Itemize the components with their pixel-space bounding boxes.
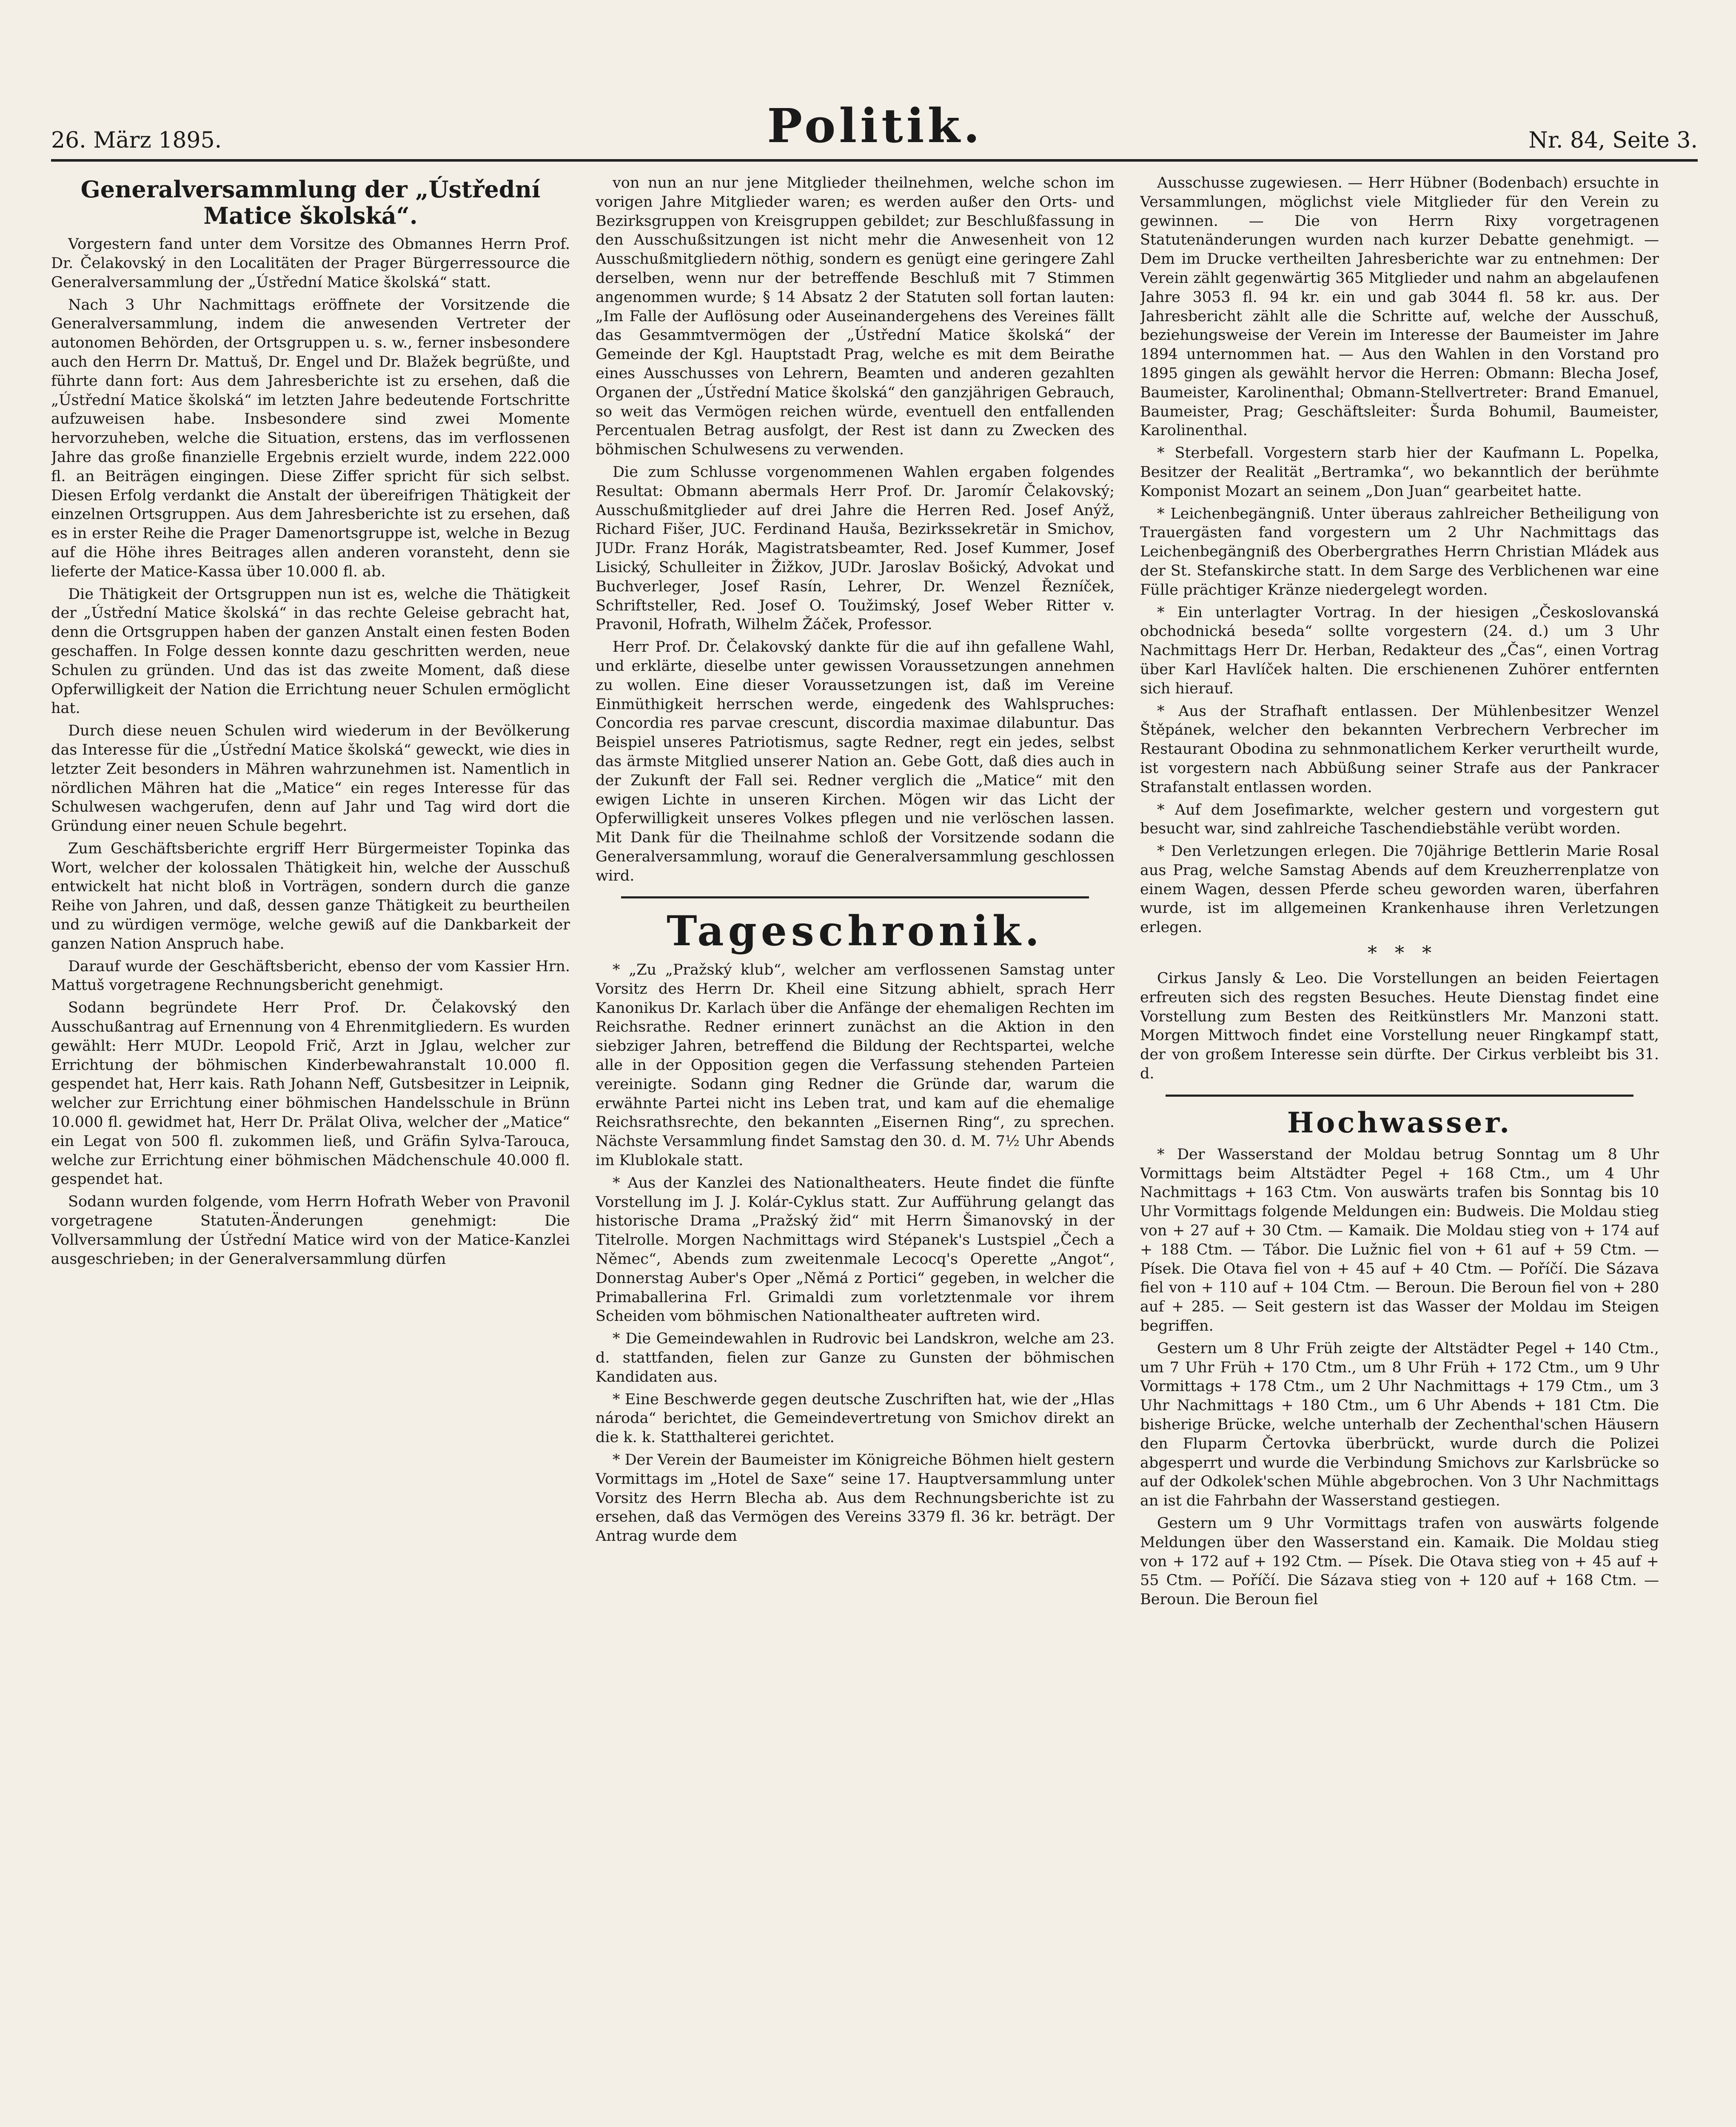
flood-report: Gestern um 8 Uhr Früh zeigte der Altstädter Pegel + 140 Ctm., um 7 Uhr Früh + 170 Ctm., um 8 Uhr Früh + 172 Ctm., um 9 Uhr Vormittags + 178 Ctm., um 2 Uhr Nachmittags + 179 Ctm., um 3 Uhr Nachmittags + 180 Ctm., um 6 Uhr Abends + 181 Ctm. Die bisherige Brücke, welche unterhalb der Zechenthal'schen Häusern den Fluparm Čertovka überbrückt, wurde durch die Polizei abgesperrt und wurde die Verbindung Smichovs zur Karlsbrücke so auf der Odkolek'schen Mühle abgebrochen. Von 3 Uhr Nachmittags an ist die Fahrbahn der Wasserstand gestiegen. [1140, 1340, 1659, 1510]
column-2 [596, 174, 1115, 2127]
news-item: * Eine Beschwerde gegen deutsche Zuschriften hat, wie der „Hlas národa“ berichtet, die Gemeindevertretung von Smichov direkt an die k. k. Statthalterei gerichtet. [596, 1391, 1115, 1446]
news-item: * Den Verletzungen erlegen. Die 70jährige Bettlerin Marie Rosal aus Prag, welche Samstag Abends auf dem Kreuzherrenplatze von einem Wagen, dessen Pferde scheu geworden waren, überfahren wurde, ist im allgemeinen Krankenhause ihren Verletzungen erlegen. [1140, 843, 1659, 936]
article-paragraph: Durch diese neuen Schulen wird wiederum in der Bevölkerung das Interesse für die „Ústřední Matice školská“ geweckt, wie dies in letzter Zeit besonders in Mähren wahrzunehmen ist. Namentlich in nördlichen Mähren hat die „Matice“ ein reges Interesse für das Schulwesen wachgerufen, denn auf Jahr und Tag wird dort die Gründung einer neuen Schule begehrt. [51, 722, 570, 835]
news-item: Ausschusse zugewiesen. — Herr Hübner (Bodenbach) ersuchte in Versammlungen, möglichst viele Mitglieder für den Verein zu gewinnen. — Die von Herrn Rixy vorgetragenen Statutenänderungen wurden nach kurzer Debatte genehmigt. — Dem im Drucke vertheilten Jahresberichte war zu entnehmen: Der Verein zählt gegenwärtig 365 Mitglieder und nahm an abgelaufenen Jahre 3053 fl. 94 kr. ein und gab 3044 fl. 58 kr. aus. Der Jahresbericht zählt alle die Schritte auf, welche der Ausschuß, beziehungsweise der Verein im Interesse der Baumeister im Jahre 1894 unternommen hat. — Aus den Wahlen in den Vorstand pro 1895 gingen als gewählt hervor die Herren: Obmann: Blecha Josef, Baumeister, Karolinenthal; Obmann-Stellvertreter: Brand Emanuel, Baumeister, Prag; Geschäftsleiter: Šurda Bohumil, Baumeister, Karolinenthal. [1140, 174, 1659, 439]
news-item: * Ein unterlagter Vortrag. In der hiesigen „Českoslovanská obchodnická beseda“ sollte vorgestern (24. d.) um 3 Uhr Nachmittags Herr Dr. Herban, Redakteur des „Čas“, einen Vortrag über Karl Havlíček halten. Die erschienenen Zuhörer entfernten sich hierauf. [1140, 604, 1659, 697]
columns [51, 174, 1698, 2127]
article-paragraph: Die zum Schlusse vorgenommenen Wahlen ergaben folgendes Resultat: Obmann abermals Herr Prof. Dr. Jaromír Čelakovský; Ausschußmitglieder auf drei Jahre die Herren Red. Josef Anýž, Richard Fišer, JUC. Ferdinand Hauša, Bezirkssekretär in Smichov, JUDr. Franz Horák, Magistratsbeamter, Red. Josef Kummer, Josef Lisický, Schulleiter in Žižkov, JUDr. Jaroslav Bošický, Advokat und Buchverleger, Josef Rasín, Lehrer, Dr. Wenzel Řezníček, Schriftsteller, Red. Josef O. Toužimský, Josef Weber Ritter v. Pravonil, Hofrath, Wilhelm Žáček, Professor. [596, 463, 1115, 633]
news-item: * Aus der Strafhaft entlassen. Der Mühlenbesitzer Wenzel Štěpánek, welcher den bekannten Verbrechern Verbrecher im Restaurant Obodina zu sehnmonatlichem Kerker verurtheilt wurde, ist vorgestern nach Abbüßung seiner Strafe aus der Pankracer Strafanstalt entlassen worden. [1140, 702, 1659, 796]
masthead [51, 98, 1698, 162]
news-item: * „Zu „Pražský klub“, welcher am verflossenen Samstag unter Vorsitz des Herrn Dr. Kheil eine Sitzung abhielt, sprach Herr Kanonikus Dr. Karlach über die Anfänge der ehemaligen Rechten im Reichsrathe. Redner erinnert zunächst an die Aktion in den siebziger Jahren, betreffend die Bildung der Rechtspartei, welche alle in der Opposition gegen die Verfassung stehenden Parteien vereinigte. Sodann ging Redner die Gründe dar, warum die erwähnte Partei nicht ins Leben trat, und kam auf die ehemalige Reichsrathsrechte, den bekannten „Eisernen Ring“, zu sprechen. Nächste Versammlung findet Samstag den 30. d. M. 7½ Uhr Abends im Klublokale statt. [596, 961, 1115, 1169]
news-item: * Die Gemeindewahlen in Rudrovic bei Landskron, welche am 23. d. stattfanden, fielen zur Ganze zu Gunsten der böhmischen Kandidaten aus. [596, 1330, 1115, 1386]
flood-report: * Der Wasserstand der Moldau betrug Sonntag um 8 Uhr Vormittags beim Altstädter Pegel + 168 Ctm., um 4 Uhr Nachmittags + 163 Ctm. Von auswärts trafen bis Sonntag bis 10 Uhr Vormittags folgende Meldungen ein: Budweis. Die Moldau stieg von + 27 auf + 30 Ctm. — Kamaik. Die Moldau stieg von + 174 auf + 188 Ctm. — Tábor. Die Lužnic fiel von + 61 auf + 59 Ctm. — Písek. Die Otava fiel von + 45 auf + 40 Ctm. — Poříčí. Die Sázava fiel von + 110 auf + 104 Ctm. — Beroun. Die Beroun fiel von + 280 auf + 285. — Seit gestern ist das Wasser der Moldau im Steigen begriffen. [1140, 1146, 1659, 1335]
flood-report: Gestern um 9 Uhr Vormittags trafen von auswärts folgende Meldungen über den Wasserstand ein. Kamaik. Die Moldau stieg von + 172 auf + 192 Ctm. — Písek. Die Otava stieg von + 45 auf + 55 Ctm. — Poříčí. Die Sázava stieg von + 120 auf + 168 Ctm. — Beroun. Die Beroun fiel [1140, 1515, 1659, 1608]
article-paragraph: Sodann begründete Herr Prof. Dr. Čelakovský den Ausschußantrag auf Ernennung von 4 Ehrenmitgliedern. Es wurden gewählt: Herr MUDr. Leopold Frič, Arzt in Jglau, welcher zur Errichtung der böhmischen Kinderbewahranstalt 10.000 fl. gespendet hat, Herr kais. Rath Johann Neff, Gutsbesitzer in Leipnik, welcher zur Errichtung einer böhmischen Handelsschule in Brünn 10.000 fl. gewidmet hat, Herr Dr. Prälat Oliva, welcher der „Matice“ ein Legat von 500 fl. zukommen ließ, und Gräfin Sylva-Tarouca, welche zur Errichtung einer böhmischen Mädchenschule 40.000 fl. gespendet hat. [51, 999, 570, 1188]
section-divider [1166, 1095, 1633, 1097]
section-title: Politik. [767, 98, 983, 153]
issue-number: Nr. 84, Seite 3. [1528, 128, 1698, 153]
news-item: * Leichenbegängniß. Unter überaus zahlreicher Betheiligung von Trauergästen fand vorgestern um 2 Uhr Nachmittags das Leichenbegängniß des Oberbergrathes Herrn Christian Mládek aus der St. Stefanskirche statt. In dem Sarge des Verblichenen war eine Fülle prächtiger Kränze niedergelegt worden. [1140, 505, 1659, 599]
article-paragraph: Sodann wurden folgende, vom Herrn Hofrath Weber von Pravonil vorgetragene Statuten-Änderungen genehmigt: Die Vollversammlung der Ústřední Matice wird von der Matice-Kanzlei ausgeschrieben; in der Generalversammlung dürfen [51, 1193, 570, 1268]
column-1 [51, 174, 570, 2127]
section-heading-tageschronik: Tageschronik. [667, 907, 1043, 955]
news-item: * Auf dem Josefimarkte, welcher gestern und vorgestern gut besucht war, sind zahlreiche Taschendiebstähle verübt worden. [1140, 801, 1659, 838]
asterism-divider: * * * [1368, 942, 1431, 964]
article-paragraph: Die Thätigkeit der Ortsgruppen nun ist es, welche die Thätigkeit der „Ústřední Matice školská“ in das rechte Geleise gebracht hat, denn die Ortsgruppen haben der ganzen Anstalt einen festen Boden geschaffen. In Folge dessen konnte dazu geschritten werden, neue Schulen zu gründen. Und das ist das zweite Moment, daß diese Opferwilligkeit der Nation die Errichtung neuer Schulen ermöglicht hat. [51, 585, 570, 717]
section-heading-hochwasser: Hochwasser. [1287, 1106, 1512, 1139]
news-item: * Sterbefall. Vorgestern starb hier der Kaufmann L. Popelka, Besitzer der Realität „Bertramka“, wo bekanntlich der berühmte Komponist Mozart an seinem „Don Juan“ gearbeitet hatte. [1140, 445, 1659, 500]
news-item: * Aus der Kanzlei des Nationaltheaters. Heute findet die fünfte Vorstellung im J. J. Kolár-Cyklus statt. Zur Aufführung gelangt das historische Drama „Pražský žid“ mit Herrn Šimanovský in der Titelrolle. Morgen Nachmittags wird Stépanek's Lustspiel „Čech a Němec“, Abends zum zweitenmale Lecocq's Operette „Angot“, Donnerstag Auber's Oper „Němá z Portici“ gegeben, in welcher die Primaballerina Frl. Grimaldi zum vorletztenmale vor ihrem Scheiden vom böhmischen Nationaltheater auftreten wird. [596, 1174, 1115, 1325]
section-divider [621, 896, 1089, 898]
article-paragraph: Vorgestern fand unter dem Vorsitze des Obmannes Herrn Prof. Dr. Čelakovský in den Localitäten der Prager Bürgerressource die Generalversammlung der „Ústřední Matice školská“ statt. [51, 236, 570, 291]
article-paragraph: Darauf wurde der Geschäftsbericht, ebenso der vom Kassier Hrn. Mattuš vorgetragene Rechnungsbericht genehmigt. [51, 958, 570, 994]
column-3 [1140, 174, 1659, 2127]
news-item-circus: Cirkus Jansly & Leo. Die Vorstellungen an beiden Feiertagen erfreuten sich des regsten Besuches. Heute Dienstag findet eine Vorstellung zum Besten des Reitkünstlers Mr. Manzoni statt. Morgen Mittwoch findet eine Vorstellung neuer Ringkampf statt, der von großem Interesse sein dürfte. Der Cirkus verbleibt bis 31. d. [1140, 970, 1659, 1083]
article-paragraph: Zum Geschäftsberichte ergriff Herr Bürgermeister Topinka das Wort, welcher der kolossalen Thätigkeit hin, welche der Ausschuß entwickelt hat nicht bloß in Vorträgen, sondern durch die ganze Reihe von Jahren, und daß, dessen ganze Thätigkeit zu beurtheilen und zu würdigen vermöge, welche gewiß auf die Dankbarkeit der ganzen Nation Anspruch habe. [51, 840, 570, 952]
news-item: * Der Verein der Baumeister im Königreiche Böhmen hielt gestern Vormittags im „Hotel de Saxe“ seine 17. Hauptversammlung unter Vorsitz des Herrn Blecha ab. Aus dem Rechnungsberichte ist zu ersehen, daß das Vermögen des Vereins 3379 fl. 36 kr. beträgt. Der Antrag wurde dem [596, 1451, 1115, 1545]
article-paragraph: Nach 3 Uhr Nachmittags eröffnete der Vorsitzende die Generalversammlung, indem die anwesenden Vertreter der autonomen Behörden, der Ortsgruppen u. s. w., ferner insbesondere auch den Herrn Dr. Mattuš, Dr. Engel und Dr. Blažek begrüßte, und führte dann fort: Aus dem Jahresberichte ist zu ersehen, daß die „Ústřední Matice školská“ im letzten Jahre bedeutende Fortschritte aufzuweisen habe. Insbesondere sind zwei Momente hervorzuheben, welche die Situation, erstens, das im verflossenen Jahre das große finanzielle Ergebnis erzielt wurde, indem 222.000 fl. an Beiträgen eingingen. Diese Ziffer spricht für sich selbst. Diesen Erfolg verdankt die Anstalt der übereifrigen Thätigkeit der einzelnen Ortsgruppen. Aus dem Jahresberichte ist zu ersehen, daß es in erster Reihe die Prager Damenortsgruppe ist, welche in Bezug auf die Höhe ihres Beitrages allen anderen voransteht, denn sie lieferte der Matice-Kassa über 10.000 fl. ab. [51, 296, 570, 580]
article-headline: Generalversammlung der „Ústřední Matice školská“. [80, 176, 541, 230]
article-paragraph: Herr Prof. Dr. Čelakovský dankte für die auf ihn gefallene Wahl, und erklärte, dieselbe unter gewissen Voraussetzungen annehmen zu wollen. Eine dieser Voraussetzungen ist, daß im Vereine Einmüthigkeit herrschen werde, eingedenk des Wahlspruches: Concordia res parvae crescunt, discordia maximae dilabuntur. Das Beispiel unseres Patriotismus, sagte Redner, regt ein jedes, selbst das ärmste Mitglied unserer Nation an. Gebe Gott, daß dies auch in der Zukunft der Fall sei. Redner verglich die „Matice“ mit den ewigen Lichte in unseren Kirchen. Mögen wir das Licht der Opferwilligkeit unseres Volkes pflegen und nie verlöschen lassen. Mit Dank für die Theilnahme schloß der Vorsitzende sodann die Generalversammlung, worauf die Generalversammlung geschlossen wird. [596, 639, 1115, 884]
issue-date: 26. März 1895. [51, 128, 222, 153]
article-paragraph: von nun an nur jene Mitglieder theilnehmen, welche schon im vorigen Jahre Mitglieder waren; es werden außer den Orts- und Bezirksgruppen von Kreisgruppen gebildet; zur Beschlußfassung in den Ausschußsitzungen ist nicht mehr die Anwesenheit von 12 Ausschußmitgliedern nöthig, sondern es genügt eine geringere Zahl derselben, wenn nur der betreffende Beschluß mit 7 Stimmen angenommen wurde; § 14 Absatz 2 der Statuten soll fortan lauten: „Im Falle der Auflösung oder Auseinandergehens des Vereines fällt das Gesammtvermögen der „Ústřední Matice školská“ der Gemeinde der Kgl. Hauptstadt Prag, welche es mit dem Beirathe eines Ausschusses von Lehrern, Beamten und anderen gezahlten Organen der „Ústřední Matice školská“ den ganzjährigen Gebrauch, so weit das Vermögen reichen würde, eventuell den entfallenden Percentualen Betrag ausfolgt, der Rest ist dann zu Zwecken des böhmischen Schulwesens zu verwenden. [596, 174, 1115, 459]
